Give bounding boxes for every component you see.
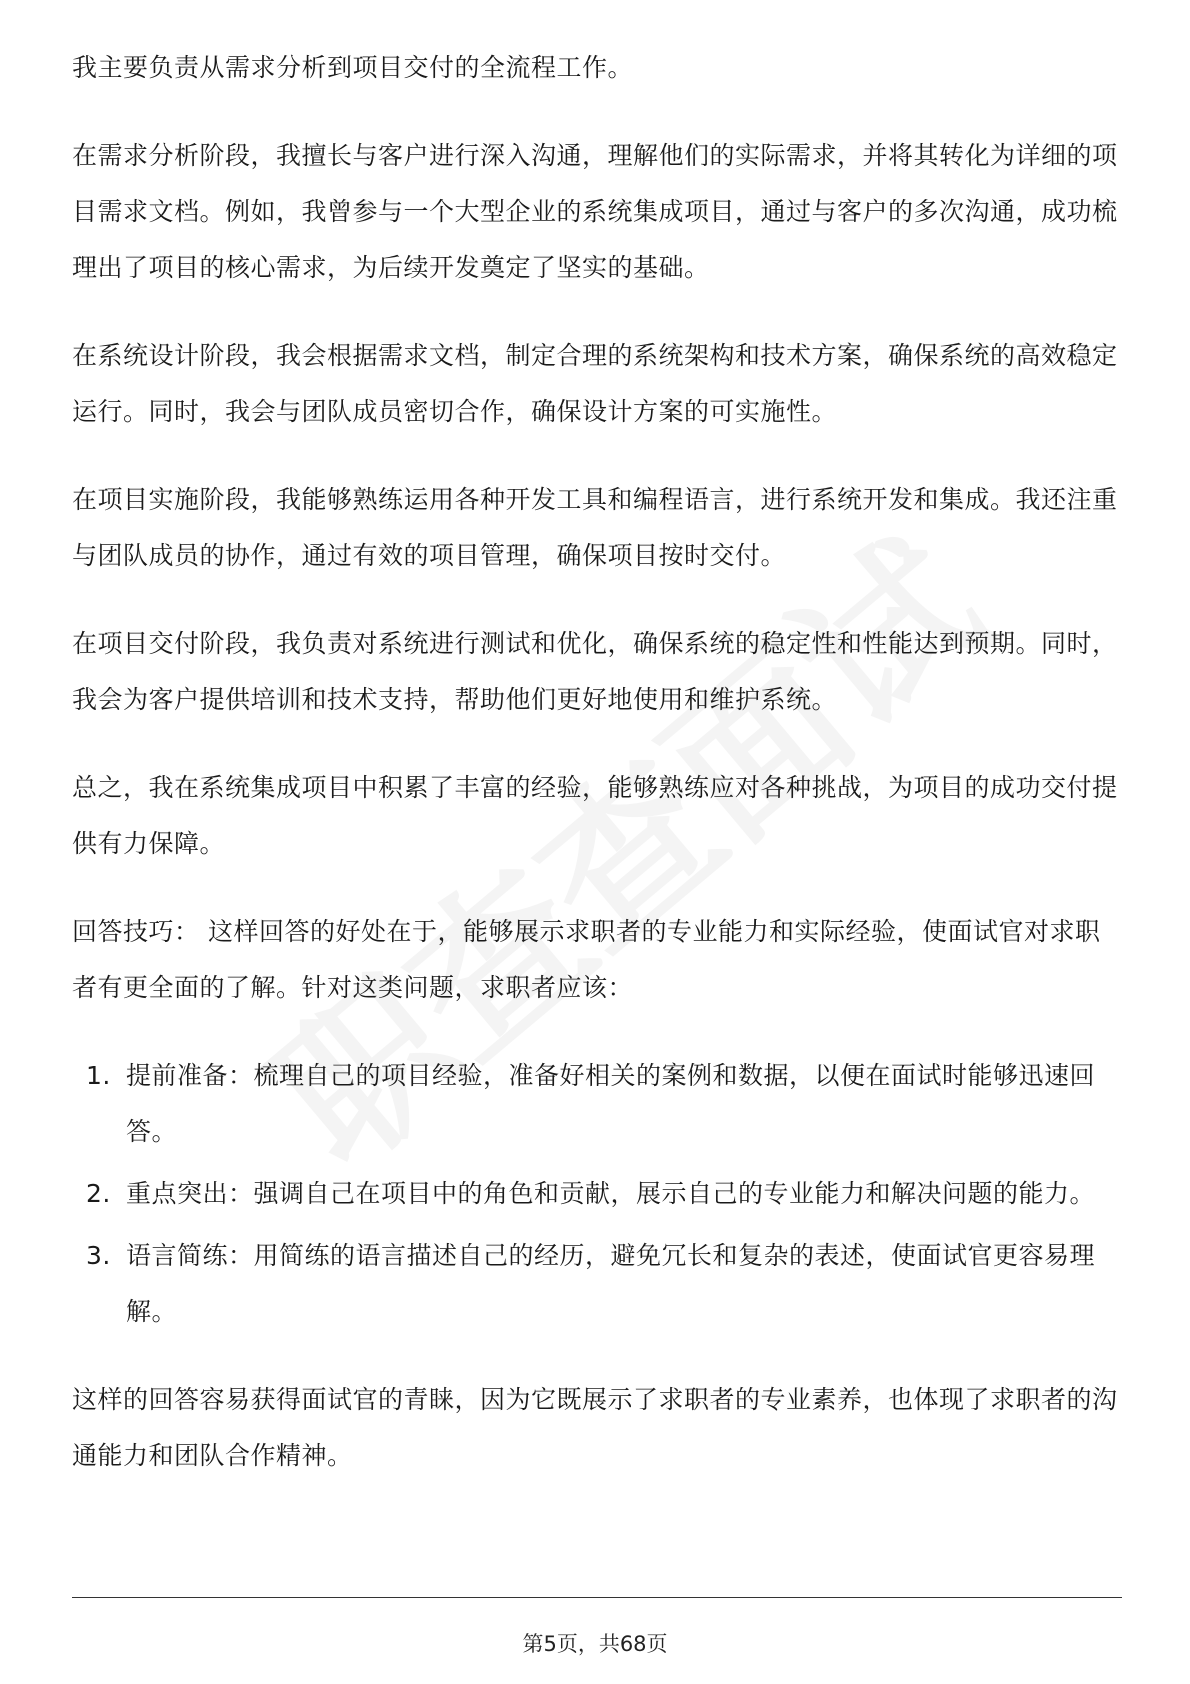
paragraph-design: 在系统设计阶段，我会根据需求文档，制定合理的系统架构和技术方案，确保系统的高效稳定运行。同时，我会与团队成员密切合作，确保设计方案的可实施性。	[72, 341, 1118, 426]
paragraph-requirements: 在需求分析阶段，我擅长与客户进行深入沟通，理解他们的实际需求，并将其转化为详细的项目需求文档。例如，我曾参与一个大型企业的系统集成项目，通过与客户的多次沟通，成功梳理出了项目的核心需求，为后续开发奠定了坚实的基础。	[72, 141, 1118, 282]
list-item	[72, 1048, 1122, 1160]
list-text: 语言简练：用简练的语言描述自己的经历，避免冗长和复杂的表述，使面试官更容易理解。	[126, 1241, 1096, 1326]
paragraph-delivery: 在项目交付阶段，我负责对系统进行测试和优化，确保系统的稳定性和性能达到预期。同时，我会为客户提供培训和技术支持，帮助他们更好地使用和维护系统。	[72, 629, 1118, 714]
list-item	[72, 1228, 1122, 1340]
paragraph-implementation: 在项目实施阶段，我能够熟练运用各种开发工具和编程语言，进行系统开发和集成。我还注重与团队成员的协作，通过有效的项目管理，确保项目按时交付。	[72, 485, 1118, 570]
list-item	[72, 1166, 1122, 1222]
page-number: 第5页，共68页	[522, 1632, 668, 1656]
list-text: 重点突出：强调自己在项目中的角色和贡献，展示自己的专业能力和解决问题的能力。	[126, 1179, 1096, 1208]
paragraph-intro: 我主要负责从需求分析到项目交付的全流程工作。	[72, 53, 634, 82]
footer-divider	[72, 1597, 1122, 1598]
list-text: 提前准备：梳理自己的项目经验，准备好相关的案例和数据，以便在面试时能够迅速回答。	[126, 1061, 1096, 1146]
list-number: 1.	[86, 1061, 111, 1090]
tips-list	[72, 1048, 1122, 1340]
paragraph-closing: 这样的回答容易获得面试官的青睐，因为它既展示了求职者的专业素养，也体现了求职者的沟通能力和团队合作精神。	[72, 1385, 1118, 1470]
paragraph-summary: 总之，我在系统集成项目中积累了丰富的经验，能够熟练应对各种挑战，为项目的成功交付提供有力保障。	[72, 773, 1118, 858]
list-number: 2.	[86, 1179, 111, 1208]
document-body	[72, 40, 1122, 1516]
list-number: 3.	[86, 1241, 111, 1270]
paragraph-tips-intro: 回答技巧： 这样回答的好处在于，能够展示求职者的专业能力和实际经验，使面试官对求职者有更全面的了解。针对这类问题，求职者应该：	[72, 917, 1101, 1002]
